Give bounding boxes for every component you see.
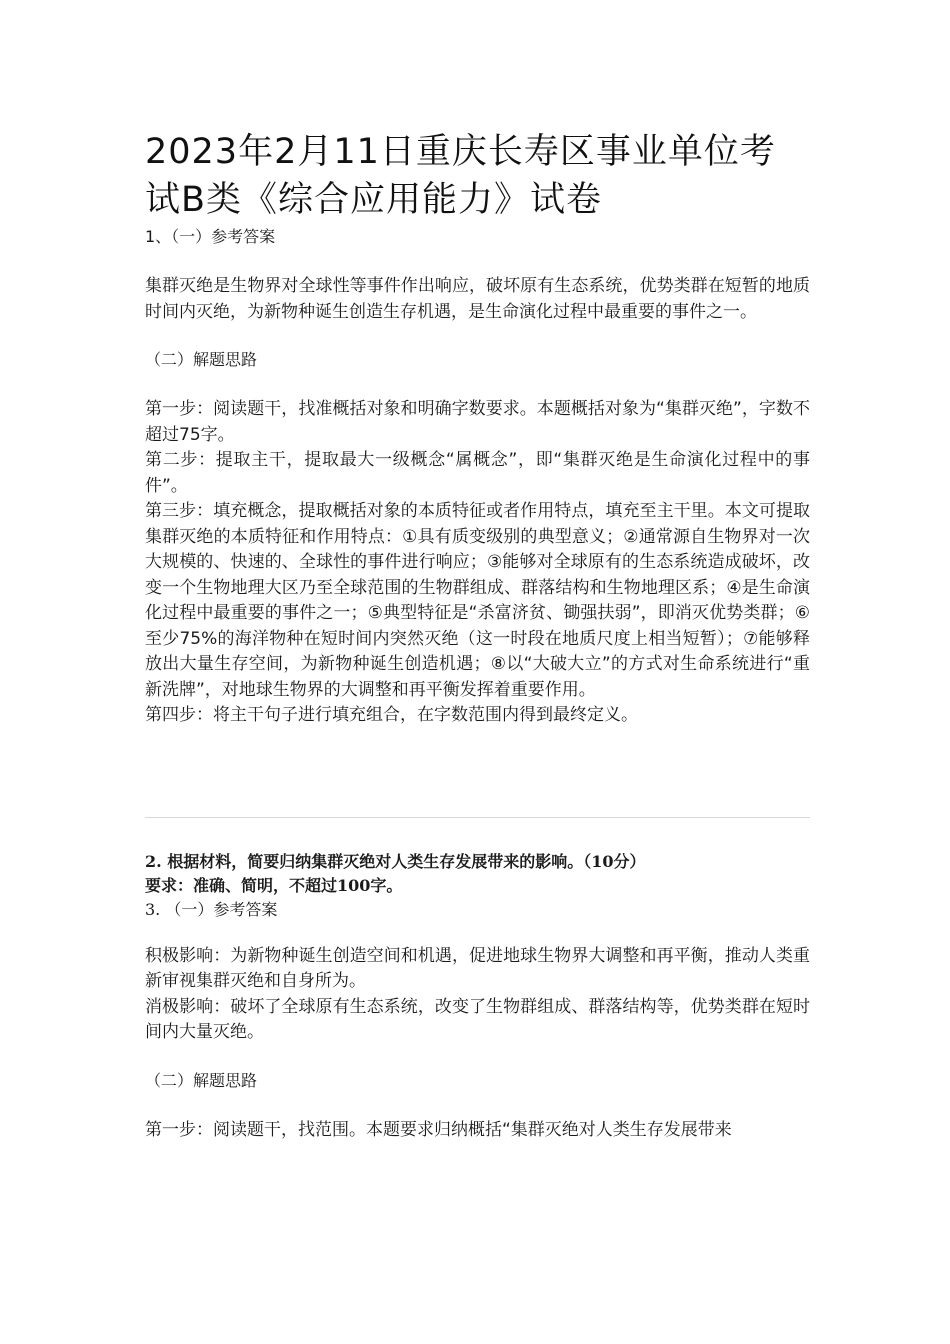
q1-answer-label: 1、（一）参考答案 xyxy=(145,227,276,246)
q1-step-2: 第二步：提取主干，提取最大一级概念“属概念”，即“集群灭绝是生命演化过程中的事件”。 xyxy=(145,450,810,496)
section-divider xyxy=(145,817,810,818)
q1-answer-text: 集群灭绝是生物界对全球性等事件作出响应，破坏原有生态系统，优势类群在短暂的地质时间内灭绝，为新物种诞生创造生存机遇，是生命演化过程中最重要的事件之一。 xyxy=(145,276,810,322)
document-content xyxy=(145,128,810,1143)
page-title: 2023年2月11日重庆长寿区事业单位考试B类《综合应用能力》试卷 xyxy=(145,132,776,220)
q2-negative-impact: 消极影响：破坏了全球原有生态系统，改变了生物群组成、群落结构等，优势类群在短时间内大量灭绝。 xyxy=(145,996,810,1042)
q1-thinking-label: （二）解题思路 xyxy=(145,350,258,369)
q1-step-4: 第四步：将主干句子进行填充组合，在字数范围内得到最终定义。 xyxy=(145,705,638,725)
q2-thinking-label: （二）解题思路 xyxy=(145,1070,258,1090)
q1-step-1: 第一步：阅读题干，找准概括对象和明确字数要求。本题概括对象为“集群灭绝”，字数不超过75字。 xyxy=(145,399,810,445)
q2-answer-label: 3. （一）参考答案 xyxy=(145,899,278,919)
q2-positive-impact: 积极影响：为新物种诞生创造空间和机遇，促进地球生物界大调整和再平衡，推动人类重新审视集群灭绝和自身所为。 xyxy=(145,945,810,991)
q1-step-3: 第三步：填充概念，提取概括对象的本质特征或者作用特点，填充至主干里。本文可提取集群灭绝的本质特征和作用特点：①具有质变级别的典型意义；②通常源自生物界对一次大规模的、快速的、全球性的事件进行响应；③能够对全球原有的生态系统造成破坏，改变一个生物地理大区乃至全球范围的生物群组成、群落结构和生物地理区系；④是生命演化过程中最重要的事件之一；⑤典型特征是“杀富济贫、锄强扶弱”，即消灭优势类群；⑥至少75%的海洋物种在短时间内突然灭绝（这一时段在地质尺度上相当短暂）；⑦能够释放出大量生存空间，为新物种诞生创造机遇；⑧以“大破大立”的方式对生命系统进行“重新洗牌”，对地球生物界的大调整和再平衡发挥着重要作用。 xyxy=(145,501,810,700)
q2-step-1: 第一步：阅读题干，找范围。本题要求归纳概括“集群灭绝对人类生存发展带来 xyxy=(145,1119,732,1140)
q2-question: 2. 根据材料，简要归纳集群灭绝对人类生存发展带来的影响。（10分） xyxy=(145,851,646,871)
q2-requirement: 要求：准确、简明，不超过100字。 xyxy=(145,875,403,895)
